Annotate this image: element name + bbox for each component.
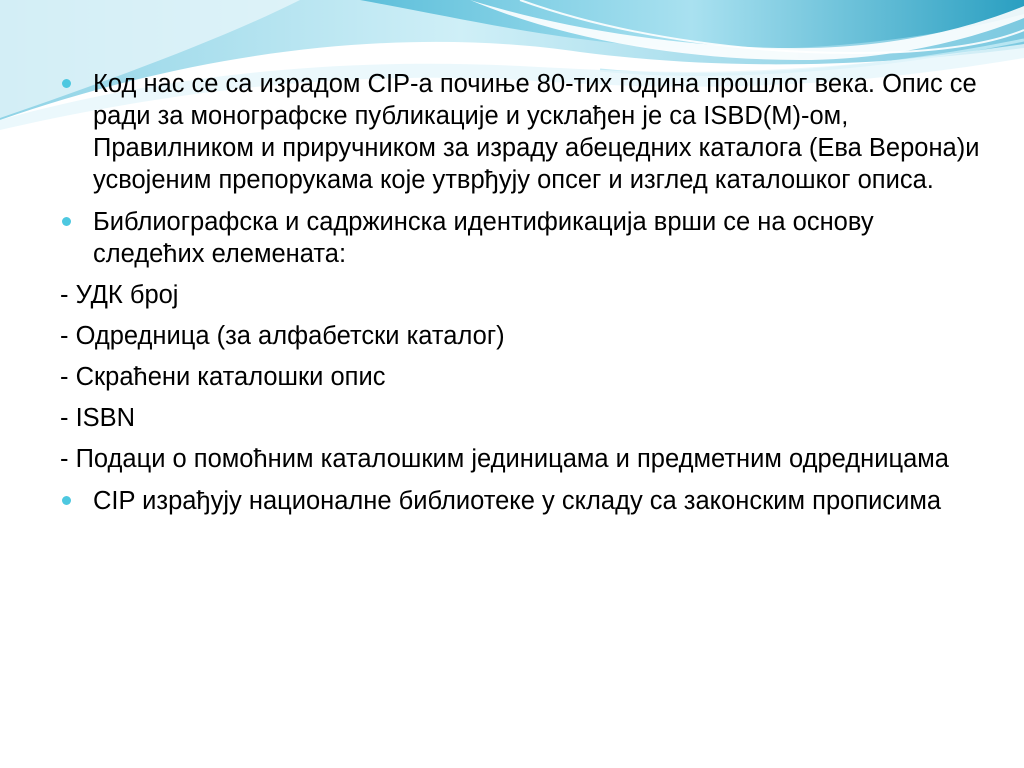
dash-list-item: - ISBN <box>60 404 136 432</box>
paragraph-text: Код нас се са израдом CIP-а почиње 80-тих година прошлог века. Опис се ради за монографске публикације и усклађен је са ISBD(M)-ом, Правилником и приручником за израду абецедних каталога (Ева Верона)и усвојеним препорукама које утврђују опсег и изглед каталошког описа. <box>93 70 980 194</box>
paragraph-text: Библиографска и садржинска идентификација врши се на основу следећих елемената: <box>93 208 874 268</box>
bullet-paragraph <box>60 68 990 196</box>
bullet-icon <box>62 496 71 505</box>
bullet-icon <box>62 79 71 88</box>
bullet-icon <box>62 217 71 226</box>
bullet-paragraph <box>60 206 990 270</box>
slide-body <box>60 68 990 517</box>
paragraph-text: CIP израђују националне библиотеке у складу са законским прописима <box>93 487 942 515</box>
bullet-paragraph <box>60 485 990 517</box>
dash-list-item: - Скраћени каталошки опис <box>60 363 386 391</box>
dash-list-item: - УДК број <box>60 281 179 309</box>
dash-list-item: - Одредница (за алфабетски каталог) <box>60 322 505 350</box>
dash-list-item: - Подаци о помоћним каталошким јединицама и предметним одредницама <box>60 445 949 473</box>
